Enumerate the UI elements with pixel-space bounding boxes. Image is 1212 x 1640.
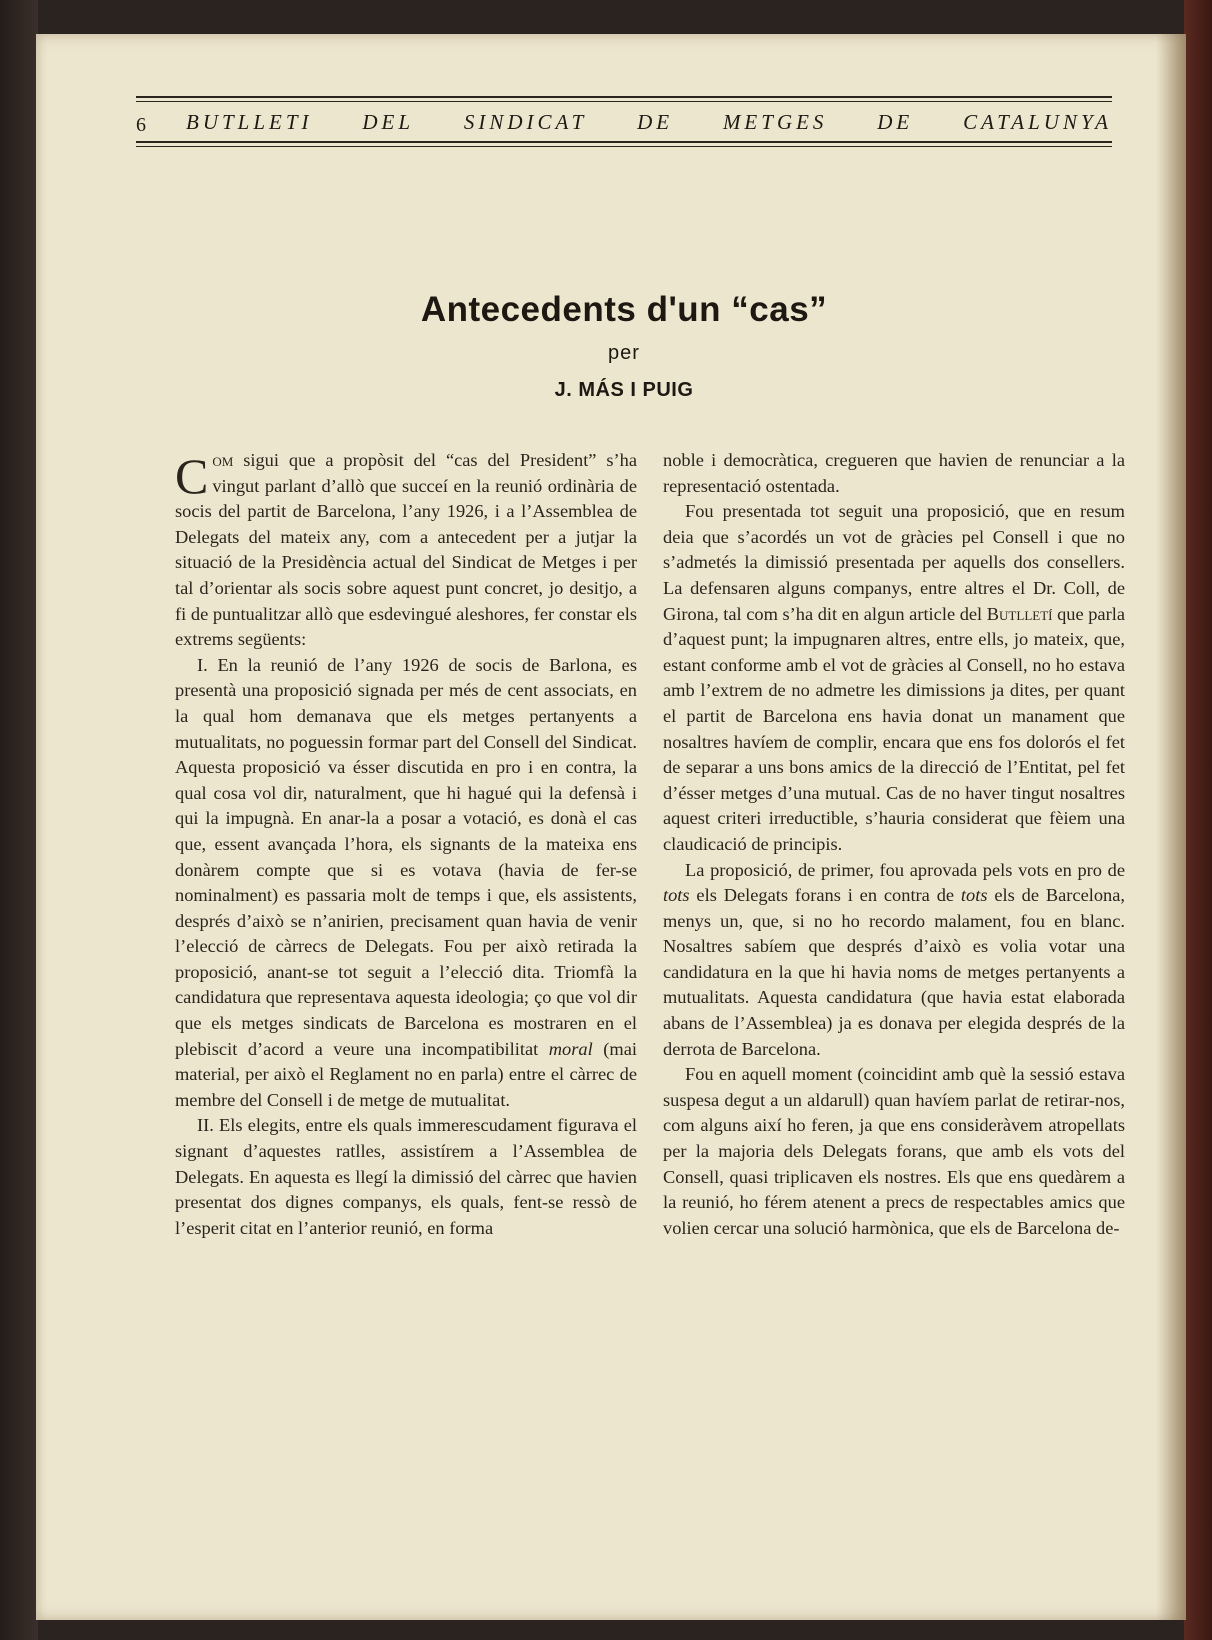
text-column-right: [663, 448, 1125, 1241]
running-title-word: CATALUNYA: [963, 110, 1112, 134]
running-title: [186, 110, 1112, 135]
italic-word: tots: [960, 885, 988, 906]
running-header: [136, 66, 1112, 158]
paragraph-text: els de Barcelona, menys un, que, si no ho recordo malament, fou en blanc. Nosaltres sabíem que després d’això es volia votar una candidatura en la que hi havia noms de metges pertanyents a mutualitats. Aquesta candidatura (que havia estat elaborada abans de l’Assemblea) ja es donava per elegida després de la derrota de Barcelona.: [663, 885, 1125, 1059]
paragraph-text: Fou presentada tot seguit una proposició, que en resum deia que s’acordés un vot de gràcies pel Consell i que no s’admetés la dimissió presentada per aquells dos consellers. La defensaren alguns companys, entre altres el Dr. Coll, de Girona, tal com s’ha dit en algun article del: [663, 501, 1125, 624]
italic-word: tots: [663, 885, 690, 906]
paragraph-text: els Delegats forans i en contra de: [689, 885, 961, 906]
article-title: Antecedents d'un “cas”: [420, 290, 828, 329]
article-author: J. MÁS I PUIG: [554, 379, 694, 401]
running-title-word: METGES: [722, 110, 828, 134]
paragraph-moment: Fou en aquell moment (coincidint amb què la sessió estava suspesa degut a un aldarull) quan havíem parlat de retirar-nos, com alguns així ho feren, ja que ens consideràvem atropellats per la majoria dels Delegats forans, que amb els vots del Consell, quasi triplicaven els nostres. Els que ens quedàrem a la reunió, ho férem atenent a precs de respectables amics que volien cercar una solució harmònica, que els de Barcelona de-: [663, 1064, 1125, 1238]
byline-per: per: [608, 342, 640, 364]
paragraph-point-two: II. Els elegits, entre els quals immerescudament figurava el signant d’aquestes ratlles, assistírem a l’Assemblea de Delegats. En aquesta es llegí la dimissió del càrrec que havien presentat dos dignes companys, els quals, fent-se ressò de l’esperit citat en l’anterior reunió, en forma: [175, 1115, 637, 1238]
paragraph-point-one: [175, 653, 637, 1114]
header-rule-top-thin: [136, 101, 1112, 102]
book-binding-left: [0, 0, 38, 1640]
paragraph-intro: [175, 448, 637, 653]
paragraph-text: I. En la reunió de l’any 1926 de socis de Barlona, es presentà una proposició signada per més de cent associats, en la qual hom demanava que els metges pertanyents a mutualitats, no poguessin formar part del Consell del Sindicat. Aquesta proposició va ésser discutida en pro i en contra, la qual cosa vol dir, naturalment, que hi hagué qui la defensà i qui la impugnà. En anar-la a posar a votació, es donà el cas que, essent avançada l’hora, els signants de la mateixa ens donàrem compte que si es votava (havia de fer-se nominalment) es passaria molt de temps i que, els assistents, després d’això se n’anirien, precisament quan havia de venir l’elecció de càrrecs de Delegats. Fou per això retirada la proposició, anant-se tot seguit a l’elecció dita. Triomfà la candidatura que representava aquesta ideologia; ço que vol dir que els metges sindicats de Barcelona es mostraren en el plebiscit d’acord a veure una incompatibilitat: [175, 654, 637, 1059]
article-heading: [136, 290, 1112, 402]
header-rule-bottom-thin: [136, 146, 1112, 147]
paragraph-continued: noble i democràtica, cregueren que havien de renunciar a la representació ostentada.: [663, 450, 1125, 496]
paragraph-text: La proposició, de primer, fou aprovada pels vots en pro de: [685, 859, 1125, 880]
small-caps-journal-name: Butlletí: [986, 603, 1053, 624]
running-title-word: DEL: [362, 110, 415, 134]
paragraph-text: que parla d’aquest punt; la impugnaren altres, entre ells, jo mateix, que, estant conforme amb el vot de gràcies al Consell, no ho estava amb l’extrem de no admetre les dimissions ja dites, per quant el partit de Barcelona ens havia donat un manament que nosaltres havíem de complir, encara que ens fos dolorós el fet de separar a uns bons amics de la direcció de l’Entitat, pel fet d’ésser metges d’una mutual. Cas de no haver tingut nosaltres aquest criteri irreductible, s’hauria considerat que fèiem una claudicació de principis.: [663, 603, 1125, 854]
small-caps-opening: om: [212, 450, 234, 470]
paragraph-vote: [663, 858, 1125, 1063]
drop-cap: C: [175, 448, 209, 504]
paragraph-text: sigui que a propòsit del “cas del President” s’ha vingut parlant d’allò que succeí en la reunió ordinària de socis del partit de Barcelona, l’any 1926, i a l’Assemblea de Delegats del mateix any, com a antecedent per a jutjar la situació de la Presidència actual del Sindicat de Metges i per tal d’orientar als socis sobre aquest punt concret, jo desitjo, a fi de puntualitzar allò que esdevingué aleshores, fer constar els extrems següents:: [175, 450, 637, 650]
header-rule-bottom: [136, 141, 1112, 143]
text-column-left: [175, 448, 637, 1241]
header-rule-top: [136, 96, 1112, 98]
running-title-word: BUTLLETI: [186, 110, 313, 134]
book-binding-right: [1184, 0, 1212, 1640]
page-number: 6: [136, 114, 146, 136]
running-title-word: DE: [637, 110, 674, 134]
running-title-word: SINDICAT: [463, 110, 588, 134]
running-title-word: DE: [877, 110, 914, 134]
italic-word: moral: [548, 1038, 593, 1059]
paragraph-proposal: [663, 499, 1125, 857]
paragraph-text: (mai material, per això el Reglament no en parla) entre el càrrec de membre del Consell i de metge de mutualitat.: [175, 1038, 637, 1110]
page-spine-shadow: [1156, 34, 1186, 1620]
